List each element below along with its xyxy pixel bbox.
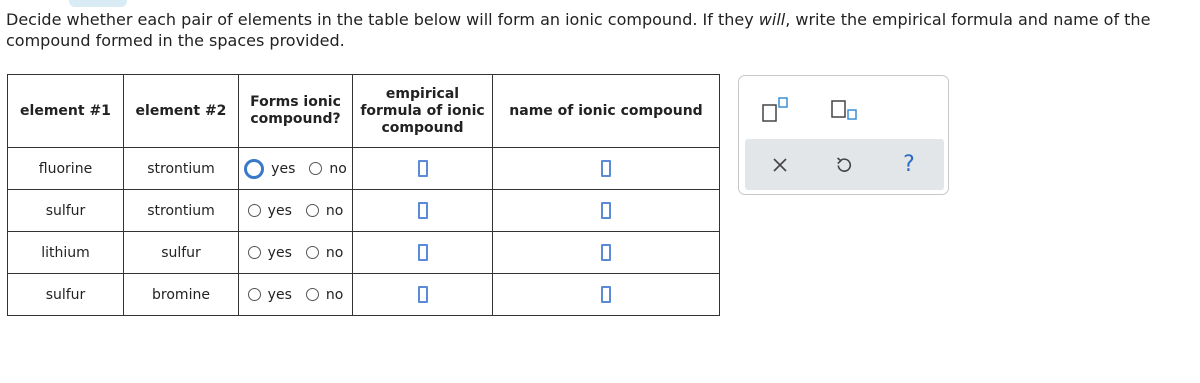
yes-radio-option[interactable] bbox=[244, 159, 295, 179]
undo-button[interactable] bbox=[827, 139, 861, 190]
header-name: name of ionic compound bbox=[493, 75, 720, 148]
top-tab bbox=[69, 0, 127, 7]
no-radio-option[interactable] bbox=[309, 161, 346, 177]
yes-radio[interactable] bbox=[248, 204, 261, 217]
cell-formula bbox=[353, 232, 493, 274]
yes-label: yes bbox=[267, 244, 292, 261]
subscript-template-icon bbox=[829, 96, 869, 124]
no-label: no bbox=[325, 244, 344, 261]
header-formula bbox=[353, 75, 493, 148]
forms-ionic-radio-group bbox=[239, 287, 352, 303]
formula-input[interactable] bbox=[418, 160, 428, 177]
formula-input[interactable] bbox=[418, 286, 428, 303]
no-radio[interactable] bbox=[309, 162, 322, 175]
cell-forms-ionic bbox=[239, 190, 353, 232]
cell-element1: fluorine bbox=[8, 148, 124, 190]
cell-forms-ionic bbox=[239, 148, 353, 190]
yes-label: yes bbox=[267, 202, 292, 219]
header-element1: element #1 bbox=[8, 75, 124, 148]
instructions-part2: , write the empirical formula and name of the compound formed in the spaces provided. bbox=[6, 10, 1151, 50]
no-radio-option[interactable] bbox=[306, 245, 343, 261]
undo-icon bbox=[835, 156, 853, 174]
forms-ionic-radio-group bbox=[239, 159, 352, 179]
help-button[interactable] bbox=[892, 139, 926, 190]
name-input[interactable] bbox=[601, 160, 611, 177]
cell-formula bbox=[353, 190, 493, 232]
cell-forms-ionic bbox=[239, 274, 353, 316]
header-forms-ionic bbox=[239, 75, 353, 148]
table-row bbox=[8, 190, 720, 232]
name-input[interactable] bbox=[601, 286, 611, 303]
cell-element2: strontium bbox=[124, 190, 239, 232]
no-label: no bbox=[325, 286, 344, 303]
cell-element2: strontium bbox=[124, 148, 239, 190]
close-icon bbox=[772, 157, 788, 173]
instructions-emphasis: will bbox=[758, 10, 786, 29]
yes-label: yes bbox=[267, 286, 292, 303]
formula-input[interactable] bbox=[418, 202, 428, 219]
forms-ionic-radio-group bbox=[239, 245, 352, 261]
yes-radio-option[interactable] bbox=[248, 203, 292, 219]
superscript-template-button[interactable] bbox=[760, 96, 800, 124]
cell-formula bbox=[353, 274, 493, 316]
cell-element2: sulfur bbox=[124, 232, 239, 274]
no-label: no bbox=[329, 160, 347, 177]
subscript-template-button[interactable] bbox=[829, 96, 869, 124]
yes-label: yes bbox=[271, 160, 296, 177]
cell-name bbox=[493, 190, 720, 232]
header-row bbox=[8, 75, 720, 148]
yes-radio[interactable] bbox=[244, 159, 264, 179]
header-forms-ionic-text: Forms ionic compound? bbox=[250, 94, 341, 127]
instructions bbox=[6, 9, 1196, 51]
name-input[interactable] bbox=[601, 202, 611, 219]
ionic-compound-table bbox=[7, 74, 720, 316]
cell-formula bbox=[353, 148, 493, 190]
table-row bbox=[8, 232, 720, 274]
no-radio[interactable] bbox=[306, 246, 319, 259]
no-radio-option[interactable] bbox=[306, 287, 343, 303]
cell-element1: lithium bbox=[8, 232, 124, 274]
cell-name bbox=[493, 274, 720, 316]
superscript-template-icon bbox=[760, 96, 800, 124]
header-formula-text: empirical formula of ionic compound bbox=[360, 85, 485, 136]
yes-radio[interactable] bbox=[248, 288, 261, 301]
header-element2: element #2 bbox=[124, 75, 239, 148]
no-label: no bbox=[325, 202, 344, 219]
cell-forms-ionic bbox=[239, 232, 353, 274]
yes-radio-option[interactable] bbox=[248, 287, 292, 303]
cell-element2: bromine bbox=[124, 274, 239, 316]
close-button[interactable] bbox=[763, 139, 797, 190]
no-radio[interactable] bbox=[306, 288, 319, 301]
formula-input[interactable] bbox=[418, 244, 428, 261]
cell-name bbox=[493, 148, 720, 190]
name-input[interactable] bbox=[601, 244, 611, 261]
cell-name bbox=[493, 232, 720, 274]
cell-element1: sulfur bbox=[8, 190, 124, 232]
yes-radio-option[interactable] bbox=[248, 245, 292, 261]
cell-element1: sulfur bbox=[8, 274, 124, 316]
no-radio[interactable] bbox=[306, 204, 319, 217]
yes-radio[interactable] bbox=[248, 246, 261, 259]
help-icon: ? bbox=[903, 152, 915, 177]
math-palette bbox=[738, 75, 949, 195]
forms-ionic-radio-group bbox=[239, 203, 352, 219]
palette-toolbar bbox=[745, 139, 944, 190]
instructions-part1: Decide whether each pair of elements in the table below will form an ionic compound. If they bbox=[6, 10, 759, 29]
table-row bbox=[8, 148, 720, 190]
table-row bbox=[8, 274, 720, 316]
no-radio-option[interactable] bbox=[306, 203, 343, 219]
